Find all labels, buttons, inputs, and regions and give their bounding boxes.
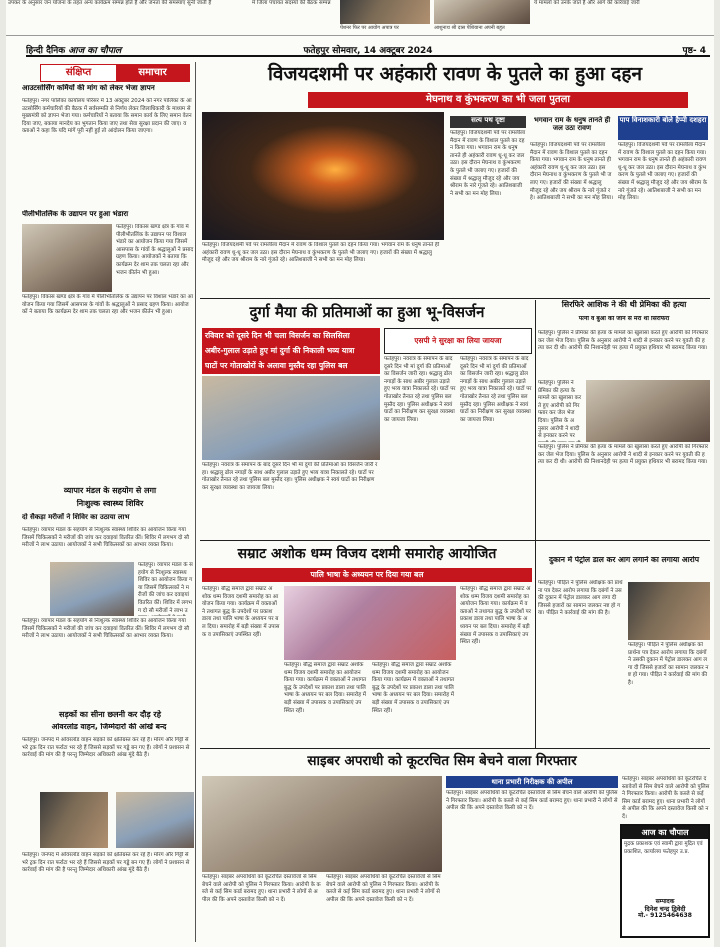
divider [200, 748, 710, 749]
story-lover-murder: फतेहपुर। पुलिस ने प्रेमिका की हत्या के मामले का खुलासा करते हुए आरोपी को गिरफ्तार कर जेल भेज दिया। पुलिस के अनुसार आरोपी ने शादी से इनकार करने पर युवती की हत्या कर दी थी। आरोपी की निशानदेही पर हत्या में प्रयुक्त हथियार भी बरामद किया गया। [538, 330, 709, 352]
lead-story-col-a: फतेहपुर। विजयदशमी पर्व पर रामलीला मैदान में रावण के विशाल पुतले का दहन किया गया। भगवान राम के धनुष तानते ही अहंकारी रावण धू-धू कर जल उठा। इस दौरान मेघनाथ व कुंभकरण के पुतले भी जलाए गए। हजारों की संख्या में श्रद्धालु मौजूद रहे और जय श्रीराम के नारे गूंजते रहे। आतिशबाजी ने सभी का मन मोह लिया। [450, 130, 526, 197]
story-camp-cont: फतेहपुर। व्यापार मंडल के सहयोग से निःशुल्क स्वास्थ्य शिविर का आयोजन किया गया जिसमें चिकित्सकों ने मरीजों की जांच कर दवाइयां वितरित कीं। शिविर में लगभग दो सौ मरीजों ने लाभ उठाया। आयोजकों ने सभी चिकित्सकों का आभार व्यक्त किया। [22, 618, 190, 640]
headline-overload: सड़कों का सीना छलनी कर दौड़ रहे [59, 710, 161, 719]
durga-story-c: फतेहपुर। नवरात्र के समापन के बाद दूसरे दिन भी मां दुर्गा की प्रतिमाओं का विसर्जन जारी रहा। श्रद्धालु ढोल नगाड़ों के साथ अबीर गुलाल उड़ाते हुए भव्य यात्रा निकालते रहे। घाटों पर गोताखोर तैनात रहे तथा पुलिस बल मुस्तैद रहा। पुलिस अधीक्षक ने स्वयं घाटों का निरीक्षण कर सुरक्षा व्यवस्था का जायजा लिया। [460, 356, 532, 423]
header-date: फतेहपुर सोमवार, 14 अक्टूबर 2024 [303, 46, 433, 56]
photo-shop-fire [628, 582, 710, 640]
brand-name: आज का चौपाल [68, 46, 122, 56]
durga-redbar: रविवार को दूसरे दिन भी चला विसर्जन का सिलसिला अबीर-गुलाल उड़ाते हुए मां दुर्गा की निकाली भव्य यात्रा घाटों पर गोताखोरों के अलावा मुस्तैद रहा पुलिस बल [202, 328, 380, 374]
cyber-story-b: फतेहपुर। साइबर अपराधियों को कूटरचित दस्तावेजों से सिम बेचने वाले आरोपी को पुलिस ने गिरफ्तार किया। आरोपी के कब्जे से कई सिम कार्ड बरामद हुए। थाना प्रभारी ने लोगों से अपील की कि अपने दस्तावेज किसी को न दें। [326, 874, 441, 903]
page-number: पृष्ठ- 4 [682, 46, 706, 56]
lead-story-col-c: फतेहपुर। विजयदशमी पर्व पर रामलीला मैदान में रावण के विशाल पुतले का दहन किया गया। भगवान राम के धनुष तानते ही अहंकारी रावण धू-धू कर जल उठा। इस दौरान मेघनाथ व कुंभकरण के पुतले भी जलाए गए। हजारों की संख्या में श्रद्धालु मौजूद रहे और जय श्रीराम के नारे गूंजते रहे। आतिशबाजी ने सभी का मन मोह लिया। [618, 142, 707, 202]
story-shop-fire-b: फतेहपुर। पीड़ित ने पुलिस अधीक्षक को प्रार्थना पत्र देकर आरोप लगाया कि दबंगों ने उसकी दुकान में पेट्रोल डालकर आग लगा दी जिससे हजारों का सामान जलकर नष्ट हो गया। पीड़ित ने कार्रवाई की मांग की है। [628, 642, 709, 686]
top-strip [6, 0, 714, 36]
page-header [26, 40, 710, 57]
lead-story-bottom: फतेहपुर। विजयदशमी पर्व पर रामलीला मैदान में रावण के विशाल पुतले का दहन किया गया। भगवान राम के धनुष तानते ही अहंकारी रावण धू-धू कर जल उठा। इस दौरान मेघनाथ व कुंभकरण के पुतले भी जलाए गए। हजारों की संख्या में श्रद्धालु मौजूद रहे और जय श्रीराम के नारे गूंजते रहे। आतिशबाजी ने सभी का मन मोह लिया। [202, 242, 440, 264]
strip-photo-2 [434, 0, 530, 24]
lead-story-col-b: फतेहपुर। विजयदशमी पर्व पर रामलीला मैदान में रावण के विशाल पुतले का दहन किया गया। भगवान राम के धनुष तानते ही अहंकारी रावण धू-धू कर जल उठा। इस दौरान मेघनाथ व कुंभकरण के पुतले भी जलाए गए। हजारों की संख्या में श्रद्धालु मौजूद रहे और जय श्रीराम के नारे गूंजते रहे। आतिशबाजी ने सभी का मन मोह लिया। [530, 142, 614, 202]
story-outsourcing: फतेहपुर। नगर पालिका कार्यालय परिसर में 13 अक्टूबर 2024 को नगर पालिका के आउटसोर्सिंग कर्मचारियों की बैठक में सर्वसम्मति से निर्णय लेकर जिलाधिकारी के माध्यम से मुख्यमंत्री को ज्ञापन भेजा गया। कर्मचारियों ने बताया कि समान कार्य के लिए समान वेतन दिया जाए, बकाया मानदेय का भुगतान किया जाए तथा सेवा सुरक्षा प्रदान की जाए। वक्ताओं ने कहा कि यदि मांगें पूरी नहीं हुईं तो आंदोलन किया जाएगा। [22, 98, 192, 135]
photo-truck-2 [116, 792, 194, 848]
left-column [20, 62, 196, 942]
story-camp: फतेहपुर। व्यापार मंडल के सहयोग से निःशुल्क स्वास्थ्य शिविर का आयोजन किया गया जिसमें चिकित्सकों ने मरीजों की जांच कर दवाइयां वितरित कीं। शिविर में लगभग दो सौ मरीजों ने लाभ उठाया। आयोजकों ने सभी चिकित्सकों का आभार व्यक्त किया। [22, 527, 190, 549]
headline-patients: दो सैकड़ा मरीजों ने शिविर का उठाया लाभ [22, 513, 130, 521]
strip-mid-text: में जिला पंचायत सदस्यों की बैठक सम्पन्न [252, 0, 331, 6]
lead-headline: विजयदशमी पर अहंकारी रावण के पुतले का हुआ दहन [267, 63, 643, 85]
ashok-story-b: फतेहपुर। बौद्ध समाज द्वारा सम्राट अशोक धम्म विजय दशमी समारोह का आयोजन किया गया। कार्यक्रम में वक्ताओं ने तथागत बुद्ध के उपदेशों पर प्रकाश डाला तथा पालि भाषा के अध्ययन पर बल दिया। समारोह में बड़ी संख्या में उपासक व उपासिकाएं उपस्थित रहीं। [284, 662, 367, 714]
imprint-editor-label: सम्पादक [655, 898, 675, 905]
durga-story-a: फतेहपुर। नवरात्र के समापन के बाद दूसरे दिन भी मां दुर्गा की प्रतिमाओं का विसर्जन जारी रहा। श्रद्धालु ढोल नगाड़ों के साथ अबीर गुलाल उड़ाते हुए भव्य यात्रा निकालते रहे। घाटों पर गोताखोर तैनात रहे तथा पुलिस बल मुस्तैद रहा। पुलिस अधीक्षक ने स्वयं घाटों का निरीक्षण कर सुरक्षा व्यवस्था का जायजा लिया। [202, 462, 378, 491]
imprint-body: मुद्रक प्रकाशक एवं स्वामी द्वारा मुद्रित एवं प्रकाशित, कार्यालय फतेहपुर उ.प्र. [624, 841, 703, 855]
ashok-story-c: फतेहपुर। बौद्ध समाज द्वारा सम्राट अशोक धम्म विजय दशमी समारोह का आयोजन किया गया। कार्यक्रम में वक्ताओं ने तथागत बुद्ध के उपदेशों पर प्रकाश डाला तथा पालि भाषा के अध्ययन पर बल दिया। समारोह में बड़ी संख्या में उपासक व उपासिकाएं उपस्थित रहीं। [372, 662, 455, 714]
headline-camp: व्यापार मंडल के सहयोग से लगा [63, 486, 157, 495]
story-overload: फतेहपुर। जनपद में ओवरलोड वाहन सड़कों को क्षतिग्रस्त कर रहे हैं। मोरंग और गिट्टी से भरे ट्रक दिन रात फर्राटा भर रहे हैं जिससे सड़कों पर गड्ढे बन गए हैं। लोगों ने प्रशासन से कार्रवाई की मांग की है परन्तु जिम्मेदार अधिकारी आंख मूंदे बैठे हैं। [22, 737, 190, 759]
cyber-story-c: फतेहपुर। साइबर अपराधियों को कूटरचित दस्तावेजों से सिम बेचने वाले आरोपी को पुलिस ने गिरफ्तार किया। आरोपी के कब्जे से कई सिम कार्ड बरामद हुए। थाना प्रभारी ने लोगों से अपील की कि अपने दस्तावेज किसी को न दें। [446, 790, 618, 812]
story-bhandara-cont: फतेहपुर। विकास खण्ड क्षेत्र के गांव में पीलीभीतलिंक के उद्यापन पर विशाल भंडारे का आयोजन किया गया जिसमें आसपास के गांवों के श्रद्धालुओं ने प्रसाद ग्रहण किया। आयोजकों ने बताया कि कार्यक्रम देर शाम तक चलता रहा और भजन कीर्तन भी हुआ। [22, 294, 194, 316]
strip-caption-2: आशुनाथ श्री दास पेशियाना अपनी बहुत [434, 25, 505, 31]
newspaper-page [6, 0, 714, 947]
durga-headline: दुर्गा मैया की प्रतिमाओं का हुआ भू-विसर्जन [249, 303, 485, 321]
photo-accused [586, 380, 710, 442]
lead-subheadline: मेघनाथ व कुंभकरण का भी जला पुतला [308, 92, 688, 108]
ashok-story-a: फतेहपुर। बौद्ध समाज द्वारा सम्राट अशोक धम्म विजय दशमी समारोह का आयोजन किया गया। कार्यक्रम में वक्ताओं ने तथागत बुद्ध के उपदेशों पर प्रकाश डाला तथा पालि भाषा के अध्ययन पर बल दिया। समारोह में बड़ी संख्या में उपासक व उपासिकाएं उपस्थित रहीं। [202, 586, 280, 638]
cyber-subheadline: थाना प्रभारी निरीक्षक की अपील [446, 776, 618, 788]
photo-ravan-dahan [202, 112, 444, 240]
strip-right-text: ये मामलों को उनके जाते हैं और आगे की कार्रवाई जारी [534, 0, 640, 6]
headline-lover-murder: सिरफिरे आशिक ने की थी प्रेमिका की हत्या [561, 300, 687, 309]
headline-camp-2: निःशुल्क स्वास्थ्य शिविर [76, 499, 144, 508]
imprint-phone: मो.- 9125464638 [638, 912, 692, 920]
story-shop-fire-a: फतेहपुर। पीड़ित ने पुलिस अधीक्षक को प्रार्थना पत्र देकर आरोप लगाया कि दबंगों ने उसकी दुकान में पेट्रोल डालकर आग लगा दी जिससे हजारों का सामान जलकर नष्ट हो गया। पीड़ित ने कार्रवाई की मांग की है। [538, 580, 623, 617]
photo-bhandara [22, 224, 112, 292]
durga-side-box: एसपी ने सुरक्षा का लिया जायजा [384, 328, 532, 354]
story-overload-cont: फतेहपुर। जनपद में ओवरलोड वाहन सड़कों को क्षतिग्रस्त कर रहे हैं। मोरंग और गिट्टी से भरे ट्रक दिन रात फर्राटा भर रहे हैं जिससे सड़कों पर गड्ढे बन गए हैं। लोगों ने प्रशासन से कार्रवाई की मांग की है परन्तु जिम्मेदार अधिकारी आंख मूंदे बैठे हैं। [22, 852, 190, 874]
col-heading-a: सत्य पथ दृष्टा [450, 116, 526, 128]
cyber-story-d: फतेहपुर। साइबर अपराधियों को कूटरचित दस्तावेजों से सिम बेचने वाले आरोपी को पुलिस ने गिरफ्तार किया। आरोपी के कब्जे से कई सिम कार्ड बरामद हुए। थाना प्रभारी ने लोगों से अपील की कि अपने दस्तावेज किसी को न दें। [622, 776, 710, 820]
strip-caption: पेंशनर फिर पर आयोग अपात्र पर [340, 25, 399, 31]
divider [535, 300, 536, 748]
ashok-story-d: फतेहपुर। बौद्ध समाज द्वारा सम्राट अशोक धम्म विजय दशमी समारोह का आयोजन किया गया। कार्यक्रम में वक्ताओं ने तथागत बुद्ध के उपदेशों पर प्रकाश डाला तथा पालि भाषा के अध्ययन पर बल दिया। समारोह में बड़ी संख्या में उपासक व उपासिकाएं उपस्थित रहीं। [460, 586, 531, 646]
story-camp-side: फतेहपुर। व्यापार मंडल के सहयोग से निःशुल्क स्वास्थ्य शिविर का आयोजन किया गया जिसमें चिकित्सकों ने मरीजों की जांच कर दवाइयां वितरित कीं। शिविर में लगभग दो सौ मरीजों ने लाभ उ [138, 562, 193, 614]
divider [200, 540, 710, 541]
headline-shop-fire: दुकान में पेट्रोल डाल कर आग लगाने का लगाया आरोप [548, 556, 700, 564]
col-heading-c: पाप विनाशकारी बोले हैप्पी दशहरा [618, 116, 708, 140]
subheadline-lover-murder: पत्नी व बुआ को जानें से मरा था सिरफिरा [578, 316, 670, 322]
ashok-headline: सम्राट अशोक धम्म विजय दशमी समारोह आयोजित [237, 546, 497, 562]
photo-cyber-arrest [202, 776, 442, 872]
photo-ashok-event [284, 586, 456, 660]
story-bhandara: फतेहपुर। विकास खण्ड क्षेत्र के गांव में पीलीभीतलिंक के उद्यापन पर विशाल भंडारे का आयोजन किया गया जिसमें आसपास के गांवों के श्रद्धालुओं ने प्रसाद ग्रहण किया। आयोजकों ने बताया कि कार्यक्रम देर शाम तक चलता रहा और भजन कीर्तन भी हुआ। [116, 224, 194, 276]
durga-story-b: फतेहपुर। नवरात्र के समापन के बाद दूसरे दिन भी मां दुर्गा की प्रतिमाओं का विसर्जन जारी रहा। श्रद्धालु ढोल नगाड़ों के साथ अबीर गुलाल उड़ाते हुए भव्य यात्रा निकालते रहे। घाटों पर गोताखोर तैनात रहे तथा पुलिस बल मुस्तैद रहा। पुलिस अधीक्षक ने स्वयं घाटों का निरीक्षण कर सुरक्षा व्यवस्था का जायजा लिया। [384, 356, 456, 423]
divider [200, 298, 710, 299]
photo-durga-procession [202, 376, 380, 460]
cyber-headline: साइबर अपराधी को कूटरचित सिम बेचने वाला गिरफ्तार [307, 753, 577, 769]
brief-news-label: संक्षिप्त समाचार [40, 64, 190, 82]
photo-truck-1 [40, 792, 108, 848]
headline-overload-2: ओवरलोड वाहन, जिम्मेदारों की आंखें बन्द [51, 723, 167, 731]
cyber-story-a: फतेहपुर। साइबर अपराधियों को कूटरचित दस्तावेजों से सिम बेचने वाले आरोपी को पुलिस ने गिरफ्तार किया। आरोपी के कब्जे से कई सिम कार्ड बरामद हुए। थाना प्रभारी ने लोगों से अपील की कि अपने दस्तावेज किसी को न दें। [202, 874, 321, 903]
imprint-box [620, 824, 710, 938]
photo-camp [50, 562, 134, 616]
headline-outsourcing: आउटसोर्सिंग कर्मियों की मांग को लेकर भेजा ज्ञापन [22, 84, 155, 92]
imprint-title: आज का चौपाल [622, 826, 708, 839]
paper-name: हिन्दी दैनिक आज का चौपाल [26, 46, 122, 56]
imprint-editor-name: दिनेश चन्द्र द्विवेदी [644, 904, 686, 913]
ashok-redbar: पालि भाषा के अध्ययन पर दिया गया बल [202, 568, 532, 582]
col-heading-b: भगवान राम के धनुष तानते ही जल उठा रावण [533, 116, 611, 133]
strip-photo-1 [340, 0, 430, 24]
story-lover-side: फतेहपुर। पुलिस ने प्रेमिका की हत्या के मामले का खुलासा करते हुए आरोपी को गिरफ्तार कर जेल भेज दिया। पुलिस के अनुसार आरोपी ने शादी से इनकार करने पर [538, 380, 582, 440]
strip-left-text: उपकर के अनुसार जन योजना के तहत अन्य कार्यक्रम सम्पन्न होते हैं और जनता की समस्याएं सुनी जाती हैं [8, 0, 212, 6]
story-lover-cont: फतेहपुर। पुलिस ने प्रेमिका की हत्या के मामले का खुलासा करते हुए आरोपी को गिरफ्तार कर जेल भेज दिया। पुलिस के अनुसार आरोपी ने शादी से इनकार करने पर युवती की हत्या कर दी थी। आरोपी की निशानदेही पर हत्या में प्रयुक्त हथियार भी बरामद किया गया। [538, 444, 709, 466]
headline-bhandara: पीलीभीतलिंक के उद्यापन पर हुआ भंडारा [22, 210, 129, 218]
